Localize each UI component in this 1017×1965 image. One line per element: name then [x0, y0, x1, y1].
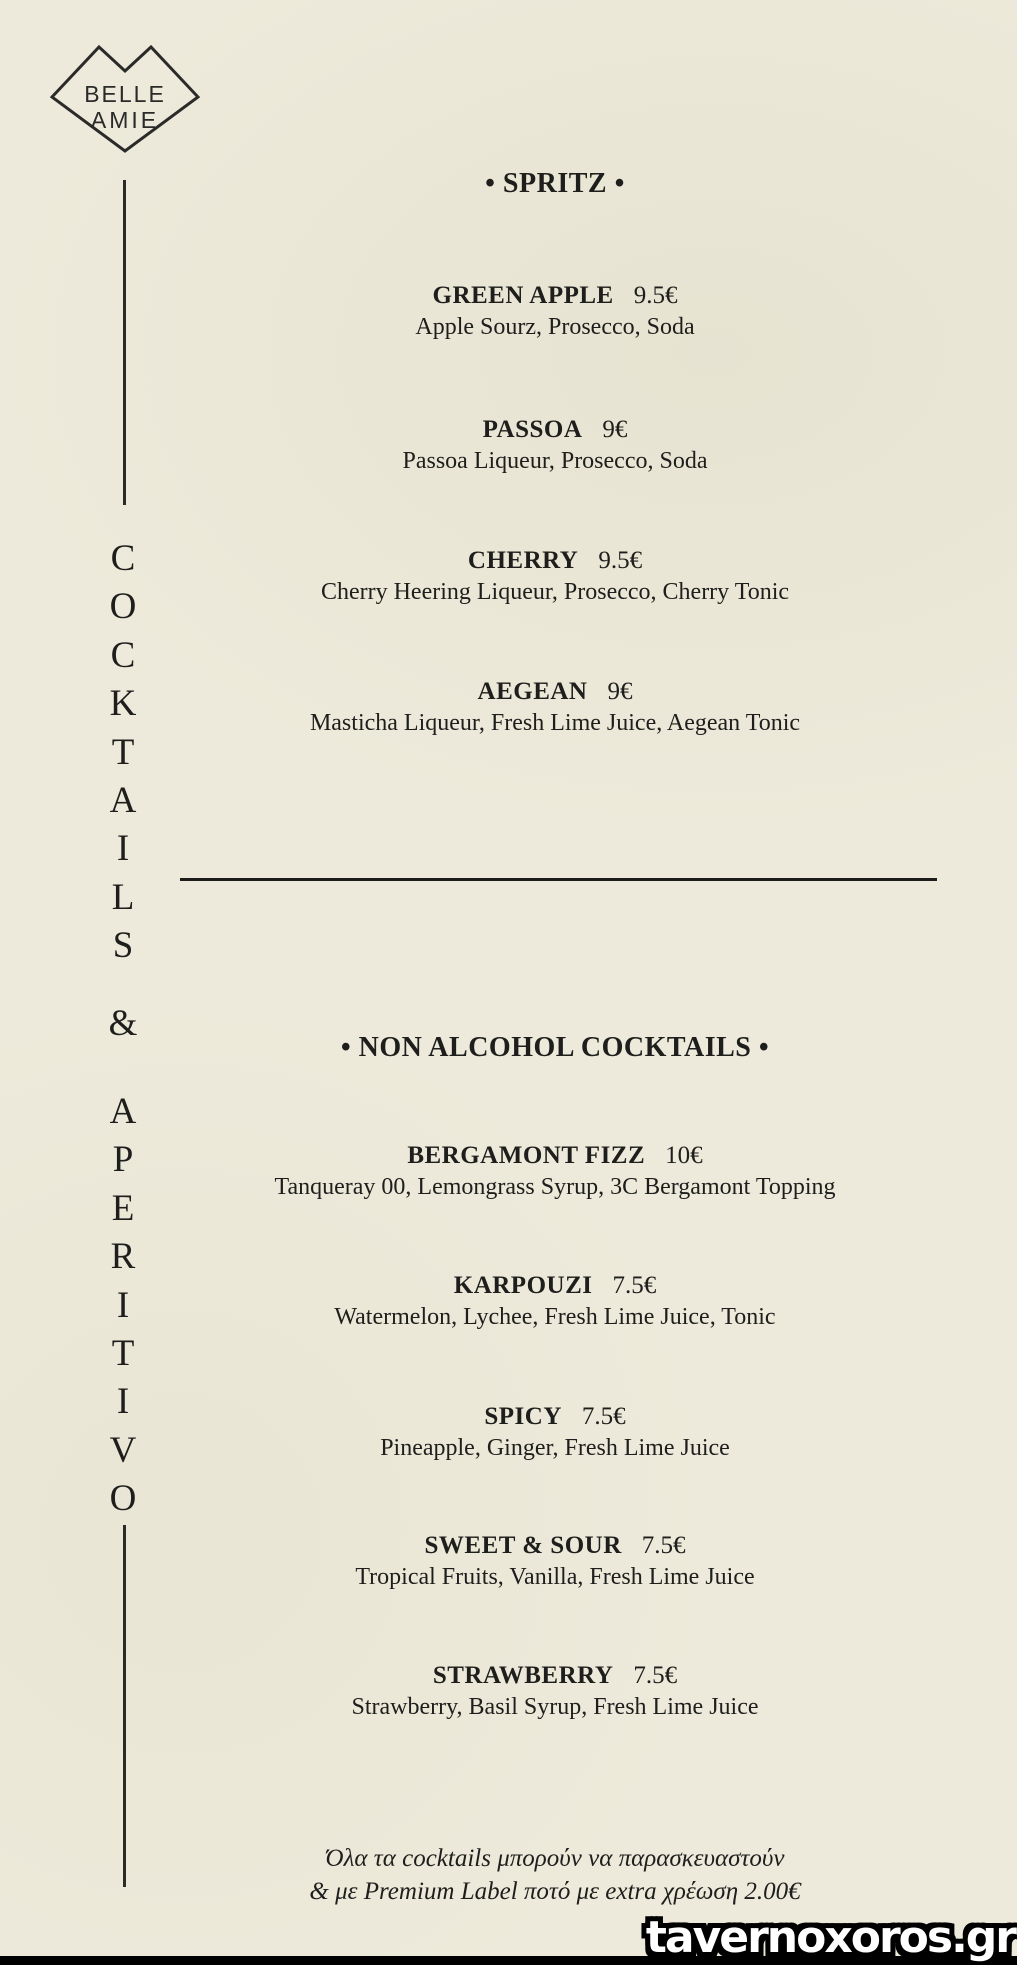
item-title — [145, 281, 965, 311]
menu-item-spicy — [145, 1402, 965, 1464]
vertical-ampersand: & — [108, 1003, 138, 1044]
item-title — [145, 1141, 965, 1171]
item-name: CHERRY — [467, 547, 579, 574]
item-name: BERGAMONT FIZZ — [407, 1142, 646, 1169]
item-description: Strawberry, Basil Syrup, Fresh Lime Juice — [351, 1694, 759, 1720]
footer-note — [145, 1842, 965, 1908]
rail-line-top — [123, 180, 126, 505]
logo-text-line2: AMIE — [90, 107, 160, 133]
vertical-word-cocktails: C O C K T A I L S — [109, 538, 137, 967]
item-title — [145, 1402, 965, 1432]
item-description: Passoa Liqueur, Prosecco, Soda — [402, 448, 708, 474]
item-price: 7.5€ — [633, 1662, 678, 1689]
item-name: STRAWBERRY — [432, 1662, 614, 1689]
item-title — [145, 1531, 965, 1561]
item-price: 7.5€ — [612, 1272, 657, 1299]
item-name: KARPOUZI — [453, 1272, 593, 1299]
vertical-word-aperitivo: A P E R I T I V O — [109, 1091, 137, 1520]
menu-item-strawberry — [145, 1661, 965, 1723]
item-price: 10€ — [665, 1142, 703, 1169]
menu-item-sweet-and-sour — [145, 1531, 965, 1593]
item-price: 9€ — [602, 416, 628, 443]
item-price: 9.5€ — [598, 547, 643, 574]
item-title — [145, 415, 965, 445]
item-price: 9.5€ — [633, 282, 678, 309]
item-description: Pineapple, Ginger, Fresh Lime Juice — [380, 1435, 730, 1461]
item-title — [145, 1271, 965, 1301]
item-description: Apple Sourz, Prosecco, Soda — [415, 314, 695, 340]
menu-item-bergamont-fizz — [145, 1141, 965, 1203]
belle-amie-logo — [50, 43, 200, 155]
logo-text-line1: BELLE — [84, 81, 166, 107]
item-description: Tropical Fruits, Vanilla, Fresh Lime Juice — [355, 1564, 755, 1590]
menu-item-cherry — [145, 546, 965, 608]
item-description: Watermelon, Lychee, Fresh Lime Juice, Tonic — [334, 1304, 776, 1330]
item-title — [145, 1661, 965, 1691]
menu-item-karpouzi — [145, 1271, 965, 1333]
footer-note-line2: & με Premium Label ποτό με extra χρέωση 2.00€ — [309, 1878, 801, 1905]
item-description: Tanqueray 00, Lemongrass Syrup, 3C Bergamont Topping — [274, 1174, 836, 1200]
footer-note-line1: Όλα τα cocktails μπορούν να παρασκευαστούν — [325, 1845, 785, 1872]
item-name: GREEN APPLE — [432, 282, 614, 309]
menu-item-passoa — [145, 415, 965, 477]
site-watermark: tavernoxoros.gr — [645, 1912, 1015, 1963]
item-name: AEGEAN — [477, 678, 588, 705]
section-title-spritz: • SPRITZ • — [485, 168, 625, 199]
section-divider-line — [180, 878, 937, 881]
item-price: 7.5€ — [581, 1403, 626, 1430]
item-description: Masticha Liqueur, Fresh Lime Juice, Aegean Tonic — [309, 710, 801, 736]
rail-line-bottom — [123, 1525, 126, 1887]
section-title-non-alcohol: • NON ALCOHOL COCKTAILS • — [340, 1032, 770, 1063]
item-price: 7.5€ — [641, 1532, 686, 1559]
item-name: SPICY — [484, 1403, 562, 1430]
item-price: 9€ — [607, 678, 633, 705]
item-title — [145, 546, 965, 576]
item-name: SWEET & SOUR — [424, 1532, 622, 1559]
item-name: PASSOA — [482, 416, 583, 443]
menu-item-green-apple — [145, 281, 965, 343]
item-description: Cherry Heering Liqueur, Prosecco, Cherry Tonic — [320, 579, 790, 605]
menu-item-aegean — [145, 677, 965, 739]
item-title — [145, 677, 965, 707]
